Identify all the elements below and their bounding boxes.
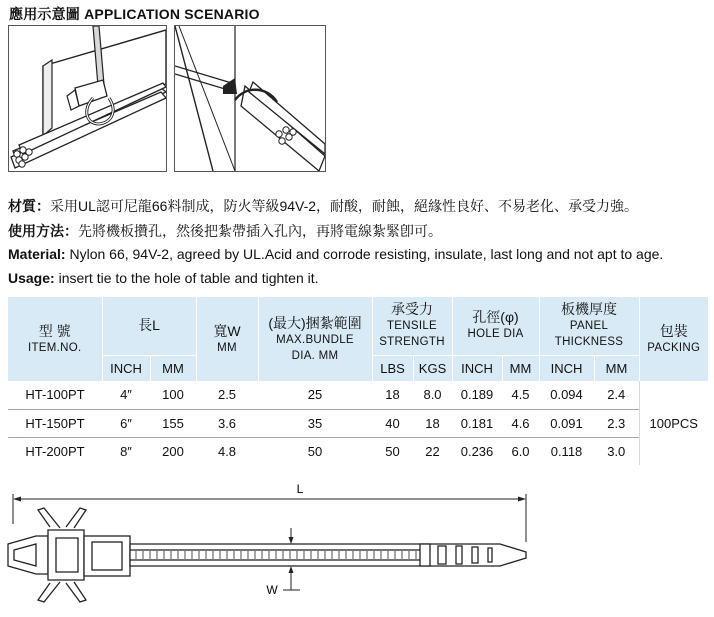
cell-bundle: 50 <box>258 437 372 465</box>
header-panel-inch: INCH <box>539 355 594 381</box>
cell-hole-inch: 0.189 <box>460 387 494 403</box>
arrow-down-icon <box>289 537 294 544</box>
header-panel: 板機厚度 PANEL THICKNESS <box>539 297 639 355</box>
material-en-text: Nylon 66, 94V-2, agreed by UL.Acid and corrode resisting, insulate, last long and not apt to age. <box>69 246 664 262</box>
usage-en-label: Usage: <box>8 270 55 286</box>
usage-zh-line <box>8 221 442 241</box>
cell-hole-inch: 0.181 <box>452 409 502 437</box>
cell-hole-inch: 0.236 <box>452 437 502 465</box>
cell-hole-mm: 4.5 <box>511 387 530 403</box>
cell-len-mm: 155 <box>150 409 196 437</box>
cell-len-mm: 100 <box>162 387 184 403</box>
material-zh-label: 材質： <box>8 198 50 214</box>
table-row <box>8 381 708 409</box>
cell-hole-mm: 6.0 <box>502 437 539 465</box>
table-row <box>8 409 708 437</box>
cell-bundle: 25 <box>307 387 323 403</box>
cell-bundle: 35 <box>258 409 372 437</box>
header-item: 型 號 ITEM.NO. <box>8 297 102 381</box>
spec-table <box>8 297 708 465</box>
arrow-left-icon <box>13 497 21 502</box>
header-panel-mm: MM <box>594 355 639 381</box>
material-zh-line <box>8 196 638 216</box>
cell-width: 2.5 <box>217 387 237 403</box>
cell-kgs: 22 <box>413 437 452 465</box>
strap-teeth <box>136 551 416 559</box>
cell-panel-inch: 0.118 <box>539 437 594 465</box>
application-illustration-left <box>8 25 167 172</box>
header-tensile: 承受力 TENSILE STRENGTH <box>372 297 452 355</box>
arrow-up-icon <box>289 566 294 573</box>
header-width: 寬W MM <box>196 297 258 381</box>
cell-item: HT-200PT <box>8 437 102 465</box>
cell-panel-inch: 0.091 <box>539 409 594 437</box>
cell-packing: 100PCS <box>639 381 708 465</box>
cell-kgs: 8.0 <box>423 387 442 403</box>
tie-strap <box>130 544 526 566</box>
cell-width: 3.6 <box>196 409 258 437</box>
header-tensile-kgs: KGS <box>413 355 452 381</box>
cable-tie-drawing <box>0 472 714 617</box>
table-row <box>8 437 708 465</box>
cell-item: HT-100PT <box>25 387 85 403</box>
cell-len-mm: 200 <box>150 437 196 465</box>
page-title: 應用示意圖 APPLICATION SCENARIO <box>9 6 260 22</box>
cell-panel-mm: 3.0 <box>594 437 639 465</box>
header-bundle: (最大)捆紮範圍 MAX.BUNDLE DIA. MM <box>258 297 372 381</box>
cell-len-inch: 8″ <box>102 437 150 465</box>
cell-kgs: 18 <box>413 409 452 437</box>
cell-len-inch: 6″ <box>102 409 150 437</box>
usage-zh-label: 使用方法： <box>8 223 78 239</box>
usage-en-text: insert tie to the hole of table and tighten it. <box>58 270 319 286</box>
cell-lbs: 40 <box>372 409 413 437</box>
cell-hole-mm: 4.6 <box>502 409 539 437</box>
cell-panel-mm: 2.3 <box>594 409 639 437</box>
cell-len-inch: 4″ <box>120 387 132 403</box>
usage-zh-text: 先將機板攢孔，然後把紮帶插入孔內，再將電線紮緊卽可。 <box>78 223 442 239</box>
tie-head <box>8 508 130 602</box>
header-length-inch: INCH <box>102 355 150 381</box>
cell-panel-mm: 2.4 <box>607 387 626 403</box>
header-packing: 包裝 PACKING <box>639 297 708 381</box>
material-en-label: Material: <box>8 246 66 262</box>
header-hole-mm: MM <box>502 355 539 381</box>
cell-lbs: 50 <box>372 437 413 465</box>
header-hole-inch: INCH <box>452 355 502 381</box>
cell-item: HT-150PT <box>8 409 102 437</box>
usage-en-line <box>8 270 319 286</box>
width-dimension-label: W <box>266 583 278 597</box>
header-tensile-lbs: LBS <box>372 355 413 381</box>
application-illustration-right <box>174 25 326 172</box>
length-dimension-label: L <box>296 482 304 496</box>
header-hole: 孔徑(φ) HOLE DIA <box>452 297 539 355</box>
material-zh-text: 采用UL認可尼龍66料制成，防火等級94V-2，耐酸，耐蝕，絕緣性良好、不易老化、承受力強。 <box>50 198 639 214</box>
cell-width: 4.8 <box>196 437 258 465</box>
cell-lbs: 18 <box>385 387 400 403</box>
cell-panel-inch: 0.094 <box>550 387 583 403</box>
header-length-mm: MM <box>150 355 196 381</box>
header-length: 長L <box>102 297 196 355</box>
material-en-line <box>8 246 663 262</box>
arrow-right-icon <box>518 497 526 502</box>
